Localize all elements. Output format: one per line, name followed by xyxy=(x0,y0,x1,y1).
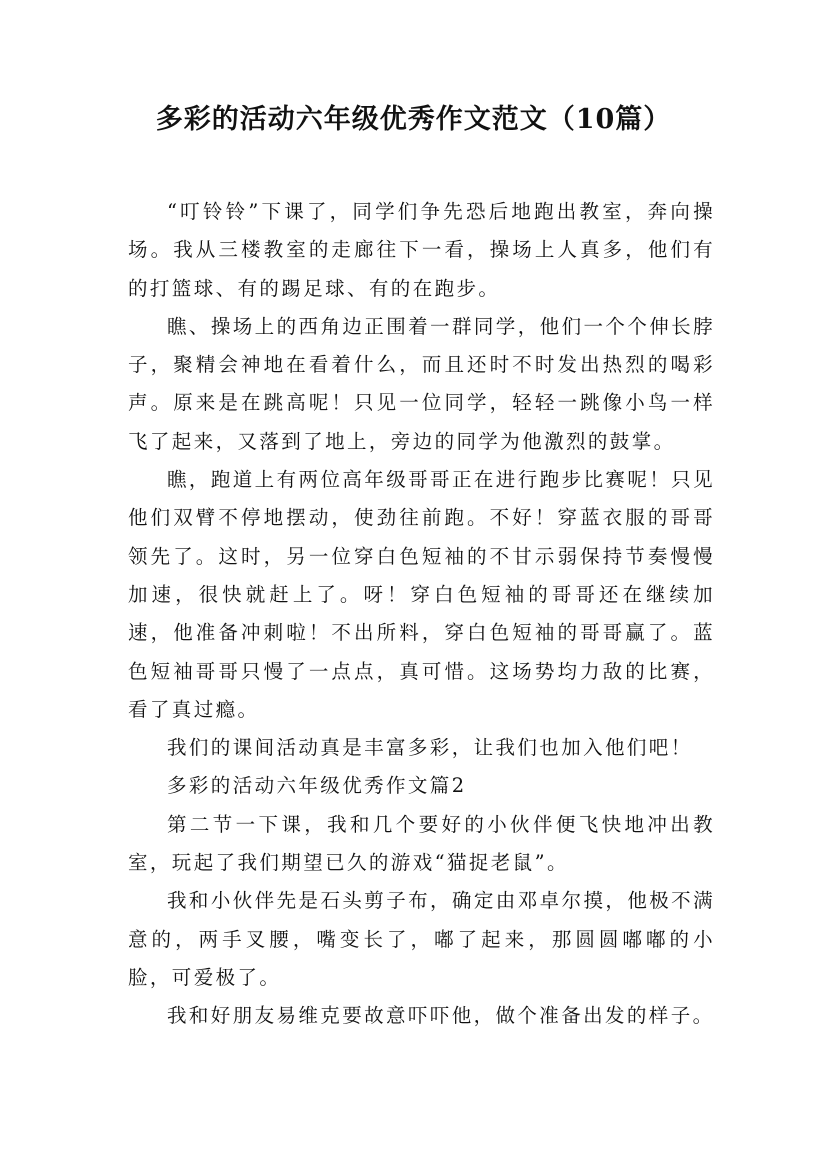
paragraph: 我和小伙伴先是石头剪子布，确定由邓卓尔摸，他极不满意的，两手叉腰，嘴变长了，嘟了起来，那圆圆嘟嘟的小脸，可爱极了。 xyxy=(128,889,715,989)
document-body xyxy=(128,193,715,1036)
document-title: 多彩的活动六年级优秀作文范文（10篇） xyxy=(155,104,672,135)
paragraph: 第二节一下课，我和几个要好的小伙伴便飞快地冲出教室，玩起了我们期望已久的游戏“猫捉老鼠”。 xyxy=(128,812,715,875)
paragraph: 我和好朋友易维克要故意吓吓他，做个准备出发的样子。 xyxy=(167,1004,715,1028)
section-heading: 多彩的活动六年级优秀作文篇2 xyxy=(167,774,467,798)
paragraph: “叮铃铃”下课了，同学们争先恐后地跑出教室，奔向操场。我从三楼教室的走廊往下一看，操场上人真多，他们有的打篮球、有的踢足球、有的在跑步。 xyxy=(128,200,715,300)
paragraph: 瞧、操场上的西角边正围着一群同学，他们一个个伸长脖子，聚精会神地在看着什么，而且还时不时发出热烈的喝彩声。原来是在跳高呢！只见一位同学，轻轻一跳像小鸟一样飞了起来，又落到了地上，旁边的同学为他激烈的鼓掌。 xyxy=(128,314,715,453)
paragraph: 瞧，跑道上有两位高年级哥哥正在进行跑步比赛呢！只见他们双臂不停地摆动，使劲往前跑。不好！穿蓝衣服的哥哥领先了。这时，另一位穿白色短袖的不甘示弱保持节奏慢慢加速，很快就赶上了。呀！穿白色短袖的哥哥还在继续加速，他准备冲刺啦！不出所料，穿白色短袖的哥哥赢了。蓝色短袖哥哥只慢了一点点，真可惜。这场势均力敌的比赛，看了真过瘾。 xyxy=(128,468,715,721)
paragraph: 我们的课间活动真是丰富多彩，让我们也加入他们吧！ xyxy=(167,736,693,760)
